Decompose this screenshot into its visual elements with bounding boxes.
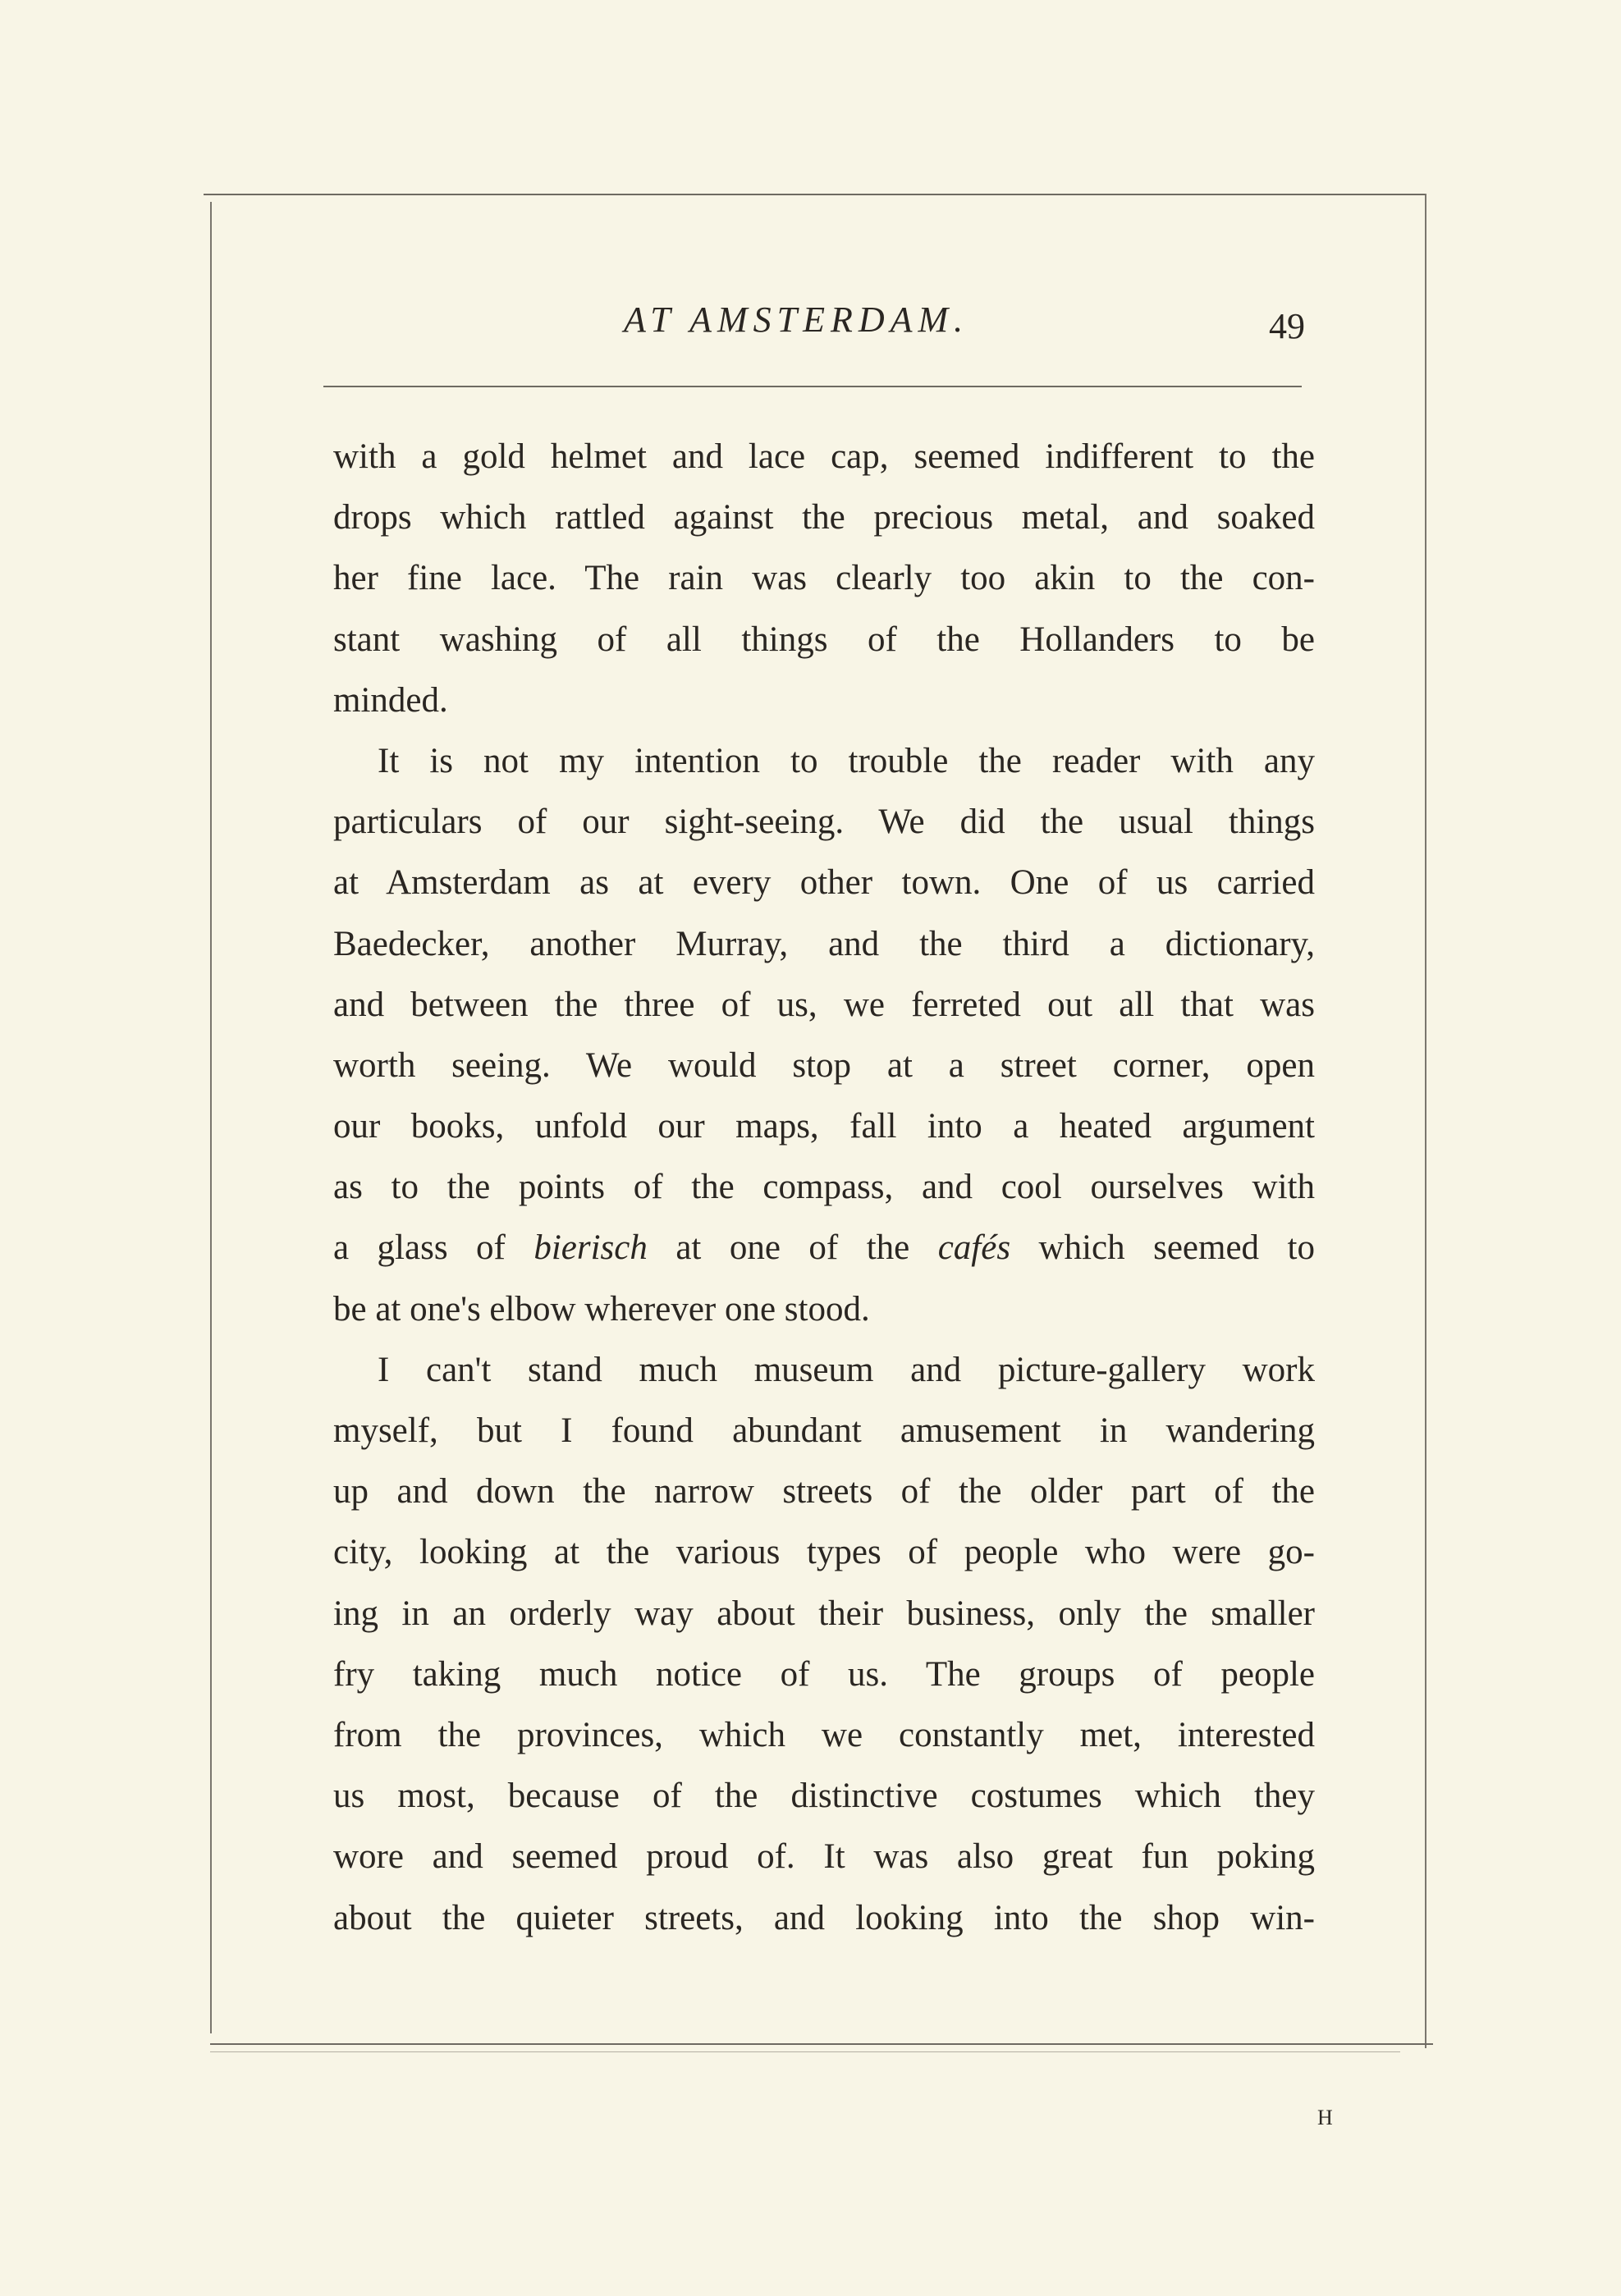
running-head: AT AMSTERDAM. [624, 300, 969, 340]
signature-mark: H [1317, 2106, 1333, 2129]
italic-word: cafés [937, 1228, 1011, 1268]
text-line: about the quieter streets, and looking into the shop win- [333, 1898, 1315, 1937]
frame-bottom-faint-rule [210, 2051, 1400, 2052]
text-line: and between the three of us, we ferreted out all that was [333, 985, 1315, 1024]
frame-right-rule [1425, 194, 1426, 2048]
text-line: drops which rattled against the precious metal, and soaked [333, 498, 1315, 537]
text-line: I can't stand much museum and picture-gallery work [378, 1350, 1315, 1389]
frame-bottom-rule [210, 2043, 1433, 2045]
italic-word: bierisch [533, 1228, 648, 1268]
text-line: up and down the narrow streets of the older part of the [333, 1472, 1315, 1512]
frame-top-rule [204, 194, 1426, 195]
text-line: our books, unfold our maps, fall into a heated argument [333, 1107, 1315, 1146]
text-line: from the provinces, which we constantly met, interested [333, 1715, 1315, 1754]
text-line: It is not my intention to trouble the reader with any [378, 741, 1315, 780]
text-line: be at one's elbow wherever one stood. [333, 1289, 870, 1329]
frame-left-rule [210, 202, 212, 2033]
text-line: a glass of bierisch at one of the cafés which seemed to [333, 1228, 1315, 1268]
text-line: us most, because of the distinctive costumes which they [333, 1777, 1315, 1816]
text-line: wore and seemed proud of. It was also great fun poking [333, 1837, 1315, 1877]
text-line: myself, but I found abundant amusement in wandering [333, 1411, 1315, 1450]
text-line: particulars of our sight-seeing. We did the usual things [333, 803, 1315, 842]
text-line: with a gold helmet and lace cap, seemed indifferent to the [333, 437, 1315, 476]
header-rule [323, 386, 1302, 387]
text-line: city, looking at the various types of people who were go- [333, 1533, 1315, 1572]
text-line: stant washing of all things of the Hollanders to be [333, 620, 1315, 659]
text-line: her fine lace. The rain was clearly too akin to the con- [333, 559, 1315, 598]
page-number: 49 [1269, 306, 1305, 346]
text-line: minded. [333, 680, 448, 720]
text-line: fry taking much notice of us. The groups of people [333, 1654, 1315, 1694]
text-line: ing in an orderly way about their business, only the smaller [333, 1594, 1315, 1633]
text-line: at Amsterdam as at every other town. One of us carried [333, 863, 1315, 903]
text-line: worth seeing. We would stop at a street corner, open [333, 1045, 1315, 1085]
body-text [333, 427, 1315, 1949]
text-line: Baedecker, another Murray, and the third a dictionary, [333, 924, 1315, 963]
text-line: as to the points of the compass, and cool ourselves with [333, 1168, 1315, 1207]
